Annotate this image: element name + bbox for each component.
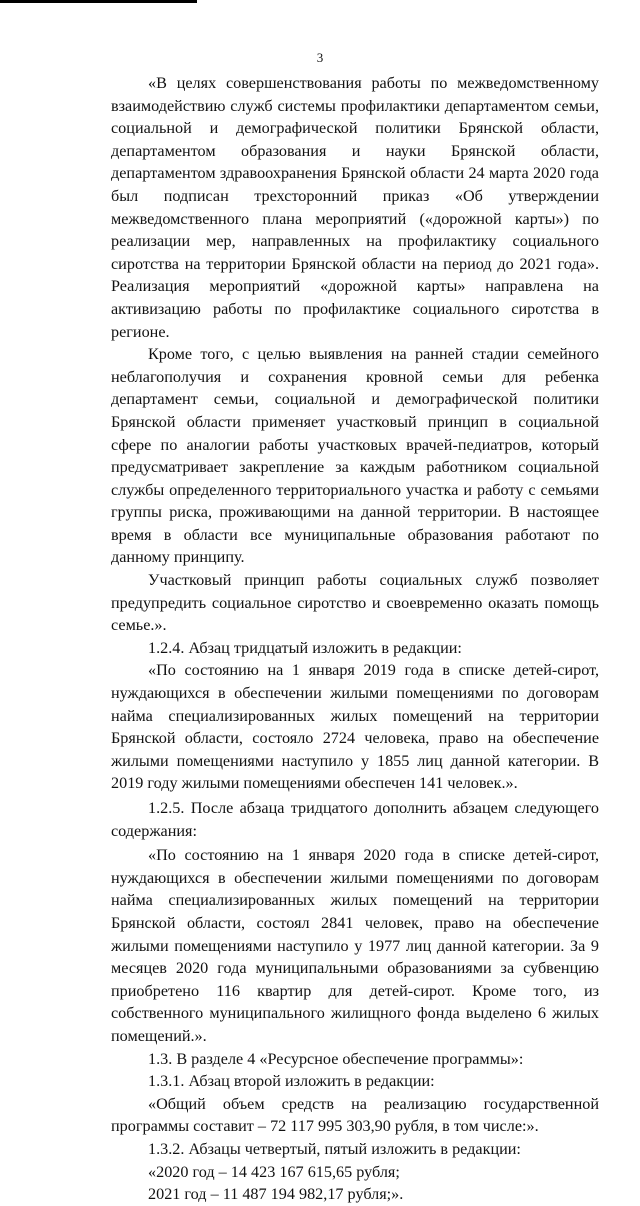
paragraph-item-1-2-5: 1.2.5. После абзаца тридцатого дополнить абзацем следующего содержания:: [111, 799, 599, 840]
paragraph-orphans-2020: «По состоянию на 1 января 2020 года в списке детей-сирот, нуждающихся в обеспечении жилыми помещениями по договорам найма специализированных жилых помещений на территории Брянской области, состоял 2841 человек, право на обеспечение жилыми помещениями наступило у 1977 лиц данной категории. За 9 месяцев 2020 года муниципальными образованиями за субвенцию приобретено 116 квартир для детей-сирот. Кроме того, из собственного муниципального жилищного фонда выделено 6 жилых помещений.».: [111, 846, 599, 1045]
paragraph-item-1-3-1: 1.3.1. Абзац второй изложить в редакции:: [148, 1072, 435, 1091]
paragraph-funding-2020: «2020 год – 14 423 167 615,65 рубля;: [148, 1162, 400, 1181]
page-number: 3: [316, 50, 324, 65]
paragraph-item-1-2-4: 1.2.4. Абзац тридцатый изложить в редакции:: [148, 638, 462, 657]
paragraph-item-1-3-2: 1.3.2. Абзацы четвертый, пятый изложить в редакции:: [148, 1139, 521, 1158]
document-body: [111, 72, 599, 1206]
paragraph-district-principle: Кроме того, с целью выявления на ранней стадии семейного неблагополучия и сохранения кровной семьи для ребенка департамент семьи, социальной и демографической политики Брянской области применяет участковый принцип в социальной сфере по аналогии работы участковых врачей-педиатров, который предусматривает закрепление за каждым работником социальной службы определенного территориального участка и работу с семьями группы риска, проживающими на данной территории. В настоящее время в области все муниципальные образования работают по данному принципу.: [111, 345, 599, 567]
top-rule: [0, 0, 197, 3]
paragraph-item-1-3: 1.3. В разделе 4 «Ресурсное обеспечение программы»:: [148, 1049, 524, 1068]
paragraph-orphans-2019: «По состоянию на 1 января 2019 года в списке детей-сирот, нуждающихся в обеспечении жилыми помещениями по договорам найма специализированных жилых помещений на территории Брянской области, состояло 2724 человека, право на обеспечение жилыми помещениями наступило у 1855 лиц данной категории. В 2019 году жилыми помещениями обеспечен 141 человек.».: [111, 661, 599, 793]
paragraph-funding-2021: 2021 год – 11 487 194 982,17 рубля;».: [148, 1185, 404, 1204]
paragraph-orphanhood-order: «В целях совершенствования работы по межведомственному взаимодействию служб системы профилактики департаментом семьи, социальной и демографической политики Брянской области, департаментом образования и науки Брянской области, департаментом здравоохранения Брянской области 24 марта 2020 года был подписан трехсторонний приказ «Об утверждении межведомственного плана мероприятий («дорожной карты») по реализации мер, направленных на профилактику социального сиротства на территории Брянской области на период до 2021 года». Реализация мероприятий «дорожной карты» направлена на активизацию работы по профилактике социального сиротства в регионе.: [111, 74, 599, 341]
paragraph-total-funding: «Общий объем средств на реализацию государственной программы составит – 72 117 995 303,90 рубля, в том числе:».: [111, 1094, 599, 1136]
paragraph-district-principle-result: Участковый принцип работы социальных служб позволяет предупредить социальное сиротство и своевременно оказать помощь семье.».: [111, 571, 599, 635]
